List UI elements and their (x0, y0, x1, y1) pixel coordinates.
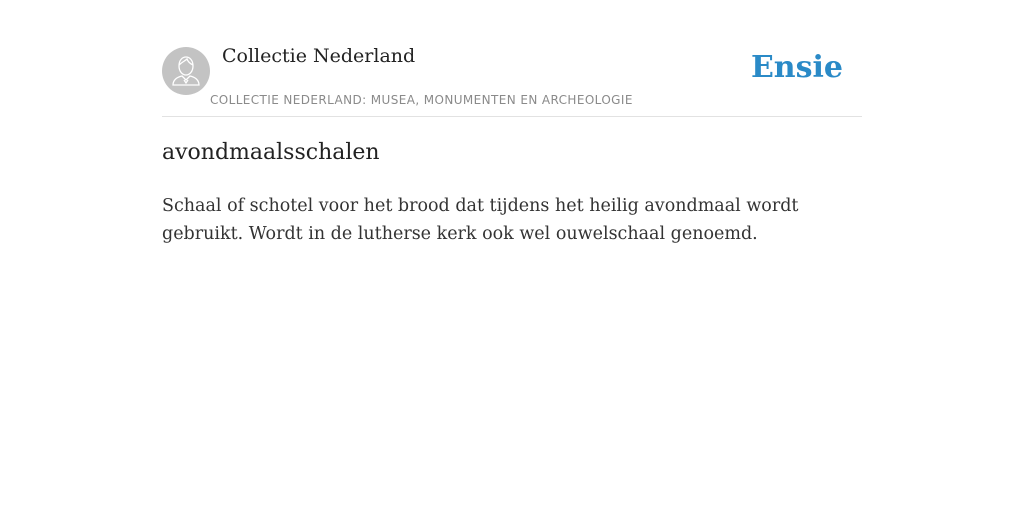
entry-term: avondmaalsschalen (162, 140, 380, 165)
entry-header (162, 0, 862, 117)
author-name[interactable]: Collectie Nederland (222, 45, 416, 67)
user-icon (162, 47, 210, 95)
entry-card (162, 0, 862, 244)
entry-definition: Schaal of schotel voor het brood dat tijdens het heilig avondmaal wordt gebruikt. Wordt in de lutherse kerk ook wel ouwelschaal genoemd. (162, 196, 799, 244)
source-label[interactable]: COLLECTIE NEDERLAND: MUSEA, MONUMENTEN EN ARCHEOLOGIE (210, 93, 633, 107)
avatar[interactable] (162, 47, 210, 95)
ensie-logo[interactable]: Ensie (750, 50, 843, 85)
